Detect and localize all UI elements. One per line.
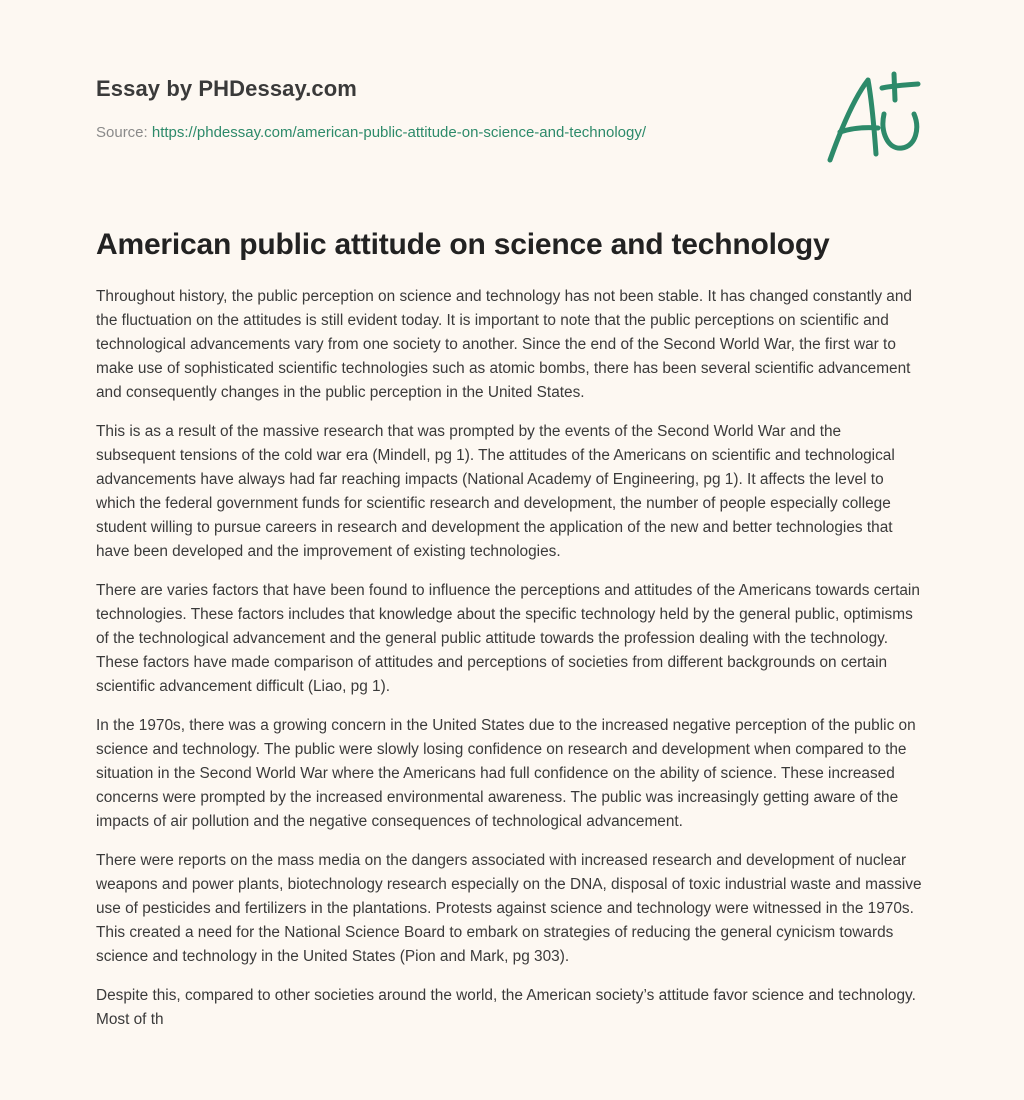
essay-paragraph: In the 1970s, there was a growing concern in the United States due to the increased negative perception of the public on science and technology. The public were slowly losing confidence on research and development when compared to the situation in the Second World War where the Americans had full confidence on the ability of science. These increased concerns were prompted by the increased environmental awareness. The public was increasingly getting aware of the impacts of air pollution and the negative consequences of technological advancement. — [96, 717, 916, 830]
essay-body — [96, 285, 922, 1047]
essay-page — [96, 0, 922, 1100]
source-line — [96, 124, 646, 141]
essay-paragraph: Despite this, compared to other societies around the world, the American society’s attitude favor science and technology. Most of th — [96, 987, 916, 1028]
essay-paragraph: There were reports on the mass media on the dangers associated with increased research and development of nuclear weapons and power plants, biotechnology research especially on the DNA, disposal of toxic industrial waste and massive use of pesticides and fertilizers in the plantations. Protests against science and technology were witnessed in the 1970s. This created a need for the National Science Board to embark on strategies of reducing the general cynicism towards science and technology in the United States (Pion and Mark, pg 303). — [96, 852, 922, 965]
brand-title: Essay by PHDessay.com — [96, 76, 357, 101]
essay-title: American public attitude on science and technology — [96, 228, 830, 261]
essay-paragraph: This is as a result of the massive research that was prompted by the events of the Second World War and the subsequent tensions of the cold war era (Mindell, pg 1). The attitudes of the Americans on scientific and technological advancements have always had far reaching impacts (National Academy of Engineering, pg 1). It affects the level to which the federal government funds for scientific research and development, the number of people especially college student willing to pursue careers in research and development the application of the new and better technologies that have been developed and the improvement of existing technologies. — [96, 423, 895, 560]
page-header — [96, 0, 922, 190]
a-plus-logo-icon — [826, 70, 926, 165]
source-link[interactable]: https://phdessay.com/american-public-attitude-on-science-and-technology/ — [151, 124, 647, 141]
source-label: Source: — [96, 124, 148, 141]
essay-paragraph: There are varies factors that have been found to influence the perceptions and attitudes of the Americans towards certain technologies. These factors includes that knowledge about the specific technology held by the general public, optimisms of the technological advancement and the general public attitude towards the profession dealing with the technology. These factors have made comparison of attitudes and perceptions of societies from different backgrounds on certain scientific advancement difficult (Liao, pg 1). — [96, 582, 920, 695]
essay-paragraph: Throughout history, the public perception on science and technology has not been stable. It has changed constantly and the fluctuation on the attitudes is still evident today. It is important to note that the public perceptions on scientific and technological advancements vary from one society to another. Since the end of the Second World War, the first war to make use of sophisticated scientific technologies such as atomic bombs, there has been several scientific advancement and consequently changes in the public perception in the United States. — [96, 288, 912, 401]
